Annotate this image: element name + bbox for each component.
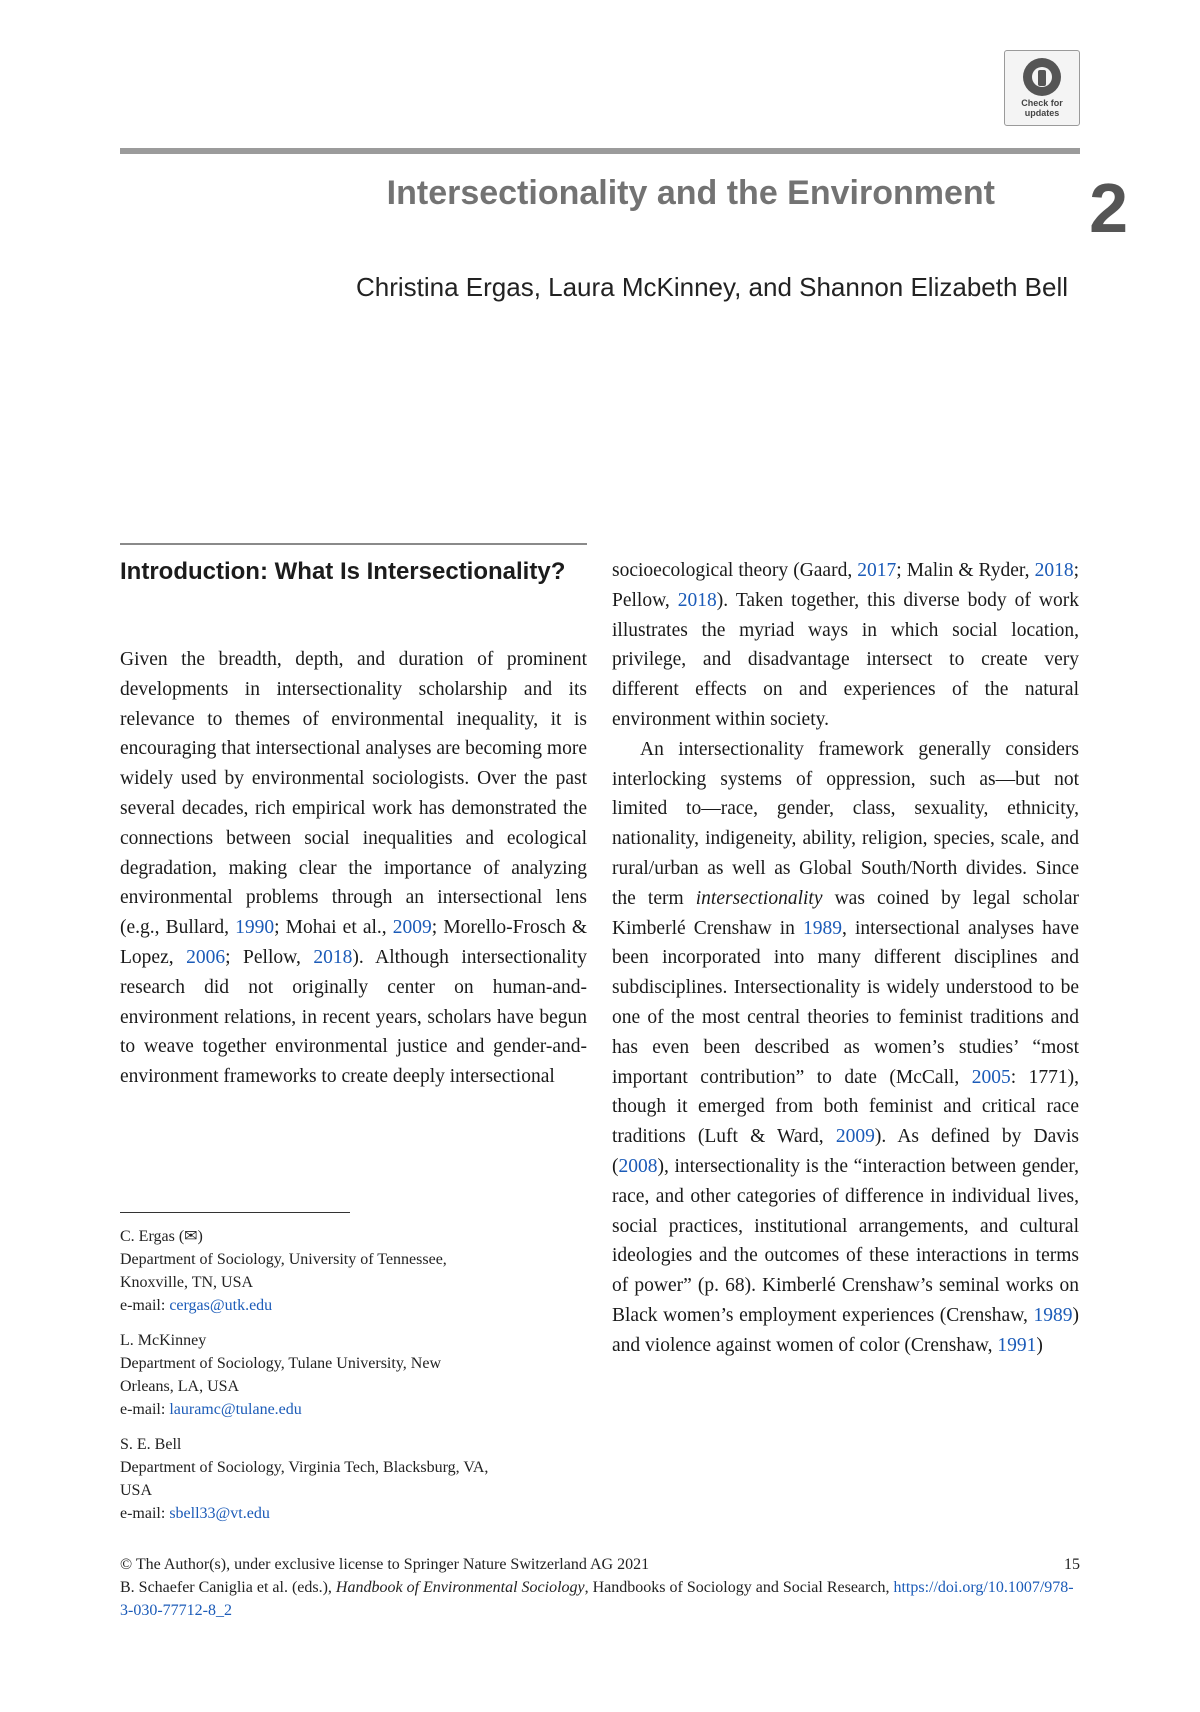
text-span: ) <box>1036 1334 1043 1356</box>
text-span: , intersectional analyses have been incorporated into many different disciplines and subdisciplines. Intersectionality is widely understood to be one of the most central theories to feminist traditions and has even been described as women’s studies’ “most important contribution” to date (McCall, <box>612 917 1079 1088</box>
affiliation-line: Orleans, LA, USA <box>120 1378 240 1395</box>
citation-link[interactable]: 1989 <box>803 917 842 939</box>
email-link[interactable]: sbell33@vt.edu <box>169 1505 270 1522</box>
text-span: ; Mohai et al., <box>274 917 393 939</box>
citation-link[interactable]: 2018 <box>1034 560 1074 581</box>
page-footer <box>120 1553 1080 1622</box>
email-label: e-mail: <box>120 1297 170 1314</box>
text-span: Given the breadth, depth, and duration of prominent developments in intersectionality scholarship and its relevance to themes of environmental inequality, it is encouraging that intersectional analyses are becoming more widely used by environmental sociologists. Over the past several decades, rich empirical work has demonstrated the connections between social inequalities and ecological degradation, making clear the importance of analyzing environmental problems through an intersectional lens (e.g., Bullard, <box>120 649 587 939</box>
text-span: ), intersectionality is the “interaction between gender, race, and other categories of difference in individual lives, social practices, institutional arrangements, and cultural ideologies and the outcomes of these interactions in terms of power” (p. 68). Kimberlé Crenshaw’s seminal works on Black women’s employment experiences (Crenshaw, <box>612 1155 1079 1326</box>
affiliation-line: Department of Sociology, Tulane University, New <box>120 1355 441 1372</box>
citation-link[interactable]: 2017 <box>857 560 897 581</box>
email-line <box>120 1398 590 1421</box>
paragraph <box>612 556 1079 735</box>
book-title: Handbook of Environmental Sociology <box>335 1579 585 1596</box>
email-link[interactable]: lauramc@tulane.edu <box>169 1401 302 1418</box>
citation-link[interactable]: 2009 <box>392 917 432 939</box>
affiliation-block <box>120 1225 590 1317</box>
text-span: ) and violence against women of color (Crenshaw, <box>612 1304 1079 1356</box>
text-span: ; Malin & Ryder, <box>896 560 1035 581</box>
affiliation-block <box>120 1329 590 1421</box>
citation-link[interactable]: 1990 <box>235 917 275 939</box>
text-span: socioecological theory (Gaard, <box>612 560 858 581</box>
copyright-line: © The Author(s), under exclusive license to Springer Nature Switzerland AG 2021 <box>120 1556 650 1573</box>
email-label: e-mail: <box>120 1401 170 1418</box>
email-line <box>120 1502 590 1525</box>
text-span: , Handbooks of Sociology and Social Research, <box>584 1579 894 1596</box>
chapter-number: 2 <box>1089 169 1128 247</box>
text-span: ; Pellow, <box>225 946 314 968</box>
email-line <box>120 1294 590 1317</box>
affiliation-line: Department of Sociology, University of Tennessee, <box>120 1251 447 1268</box>
text-span: was coined by legal scholar Kimberlé Crenshaw in <box>612 887 1080 939</box>
doi-link[interactable]: https://doi.org/10.1007/978-3-030-77712-8_2 <box>120 1579 1074 1619</box>
left-column-text <box>120 645 587 1092</box>
text-span: ). Although intersectionality research did not originally center on human-and-environment relations, in recent years, scholars have begun to weave together environmental justice and gender-and-environment frameworks to create deeply intersectional <box>120 946 587 1088</box>
affiliation-line: Department of Sociology, Virginia Tech, Blacksburg, VA, <box>120 1459 489 1476</box>
text-span: B. Schaefer Caniglia et al. (eds.), <box>120 1579 336 1596</box>
section-heading: Introduction: What Is Intersectionality? <box>120 558 566 585</box>
text-span: ; Morello-Frosch & Lopez, <box>120 917 588 968</box>
footnote-rule <box>120 1212 350 1213</box>
badge-label: Check for updates <box>1021 98 1063 118</box>
chapter-authors: Christina Ergas, Laura McKinney, and Shannon Elizabeth Bell <box>355 272 1068 302</box>
affiliation-line: USA <box>120 1482 153 1499</box>
citation-link[interactable]: 2006 <box>186 946 226 968</box>
chapter-title: Intersectionality and the Environment <box>386 174 995 212</box>
affiliation-line: Knoxville, TN, USA <box>120 1274 254 1291</box>
citation-link[interactable]: 2018 <box>677 589 717 611</box>
author-name: C. Ergas (✉) <box>120 1228 203 1245</box>
citation-line <box>120 1576 1080 1622</box>
email-link[interactable]: cergas@utk.edu <box>169 1297 273 1314</box>
page-number: 15 <box>1064 1556 1080 1573</box>
text-span: ; Pellow, <box>612 560 1079 611</box>
text-span: : 1771), though it emerged from both feminist and critical race traditions (Luft & Ward, <box>612 1066 1079 1148</box>
citation-link[interactable]: 1991 <box>997 1334 1037 1356</box>
paragraph <box>120 645 587 1092</box>
email-label: e-mail: <box>120 1505 170 1522</box>
crossmark-icon <box>1023 58 1061 96</box>
citation-link[interactable]: 2005 <box>971 1066 1011 1088</box>
paragraph <box>612 735 1079 1361</box>
citation-link[interactable]: 1989 <box>1033 1304 1073 1326</box>
section-rule <box>120 543 587 545</box>
text-span: ). Taken together, this diverse body of work illustrates the myriad ways in which social location, privilege, and disadvantage intersect to create very different effects on and experiences of the natural environment within society. <box>612 589 1080 730</box>
citation-link[interactable]: 2009 <box>835 1126 875 1148</box>
right-column-text <box>612 556 1079 1361</box>
text-span: ). As defined by Davis ( <box>612 1126 1079 1177</box>
citation-link[interactable]: 2008 <box>618 1155 658 1177</box>
emphasis-term: intersectionality <box>695 887 823 909</box>
author-affiliations <box>120 1225 590 1537</box>
check-for-updates-badge[interactable] <box>1004 50 1080 126</box>
text-span: An intersectionality framework generally considers interlocking systems of oppression, such as—but not limited to—race, gender, class, sexuality, ethnicity, nationality, indigeneity, ability, religion, species, scale, and rural/urban as well as Global South/North divides. Since the term <box>612 738 1079 909</box>
citation-link[interactable]: 2018 <box>313 946 353 968</box>
affiliation-block <box>120 1433 590 1525</box>
chapter-top-rule <box>120 148 1080 154</box>
author-name: L. McKinney <box>120 1332 207 1349</box>
author-name: S. E. Bell <box>120 1436 182 1453</box>
